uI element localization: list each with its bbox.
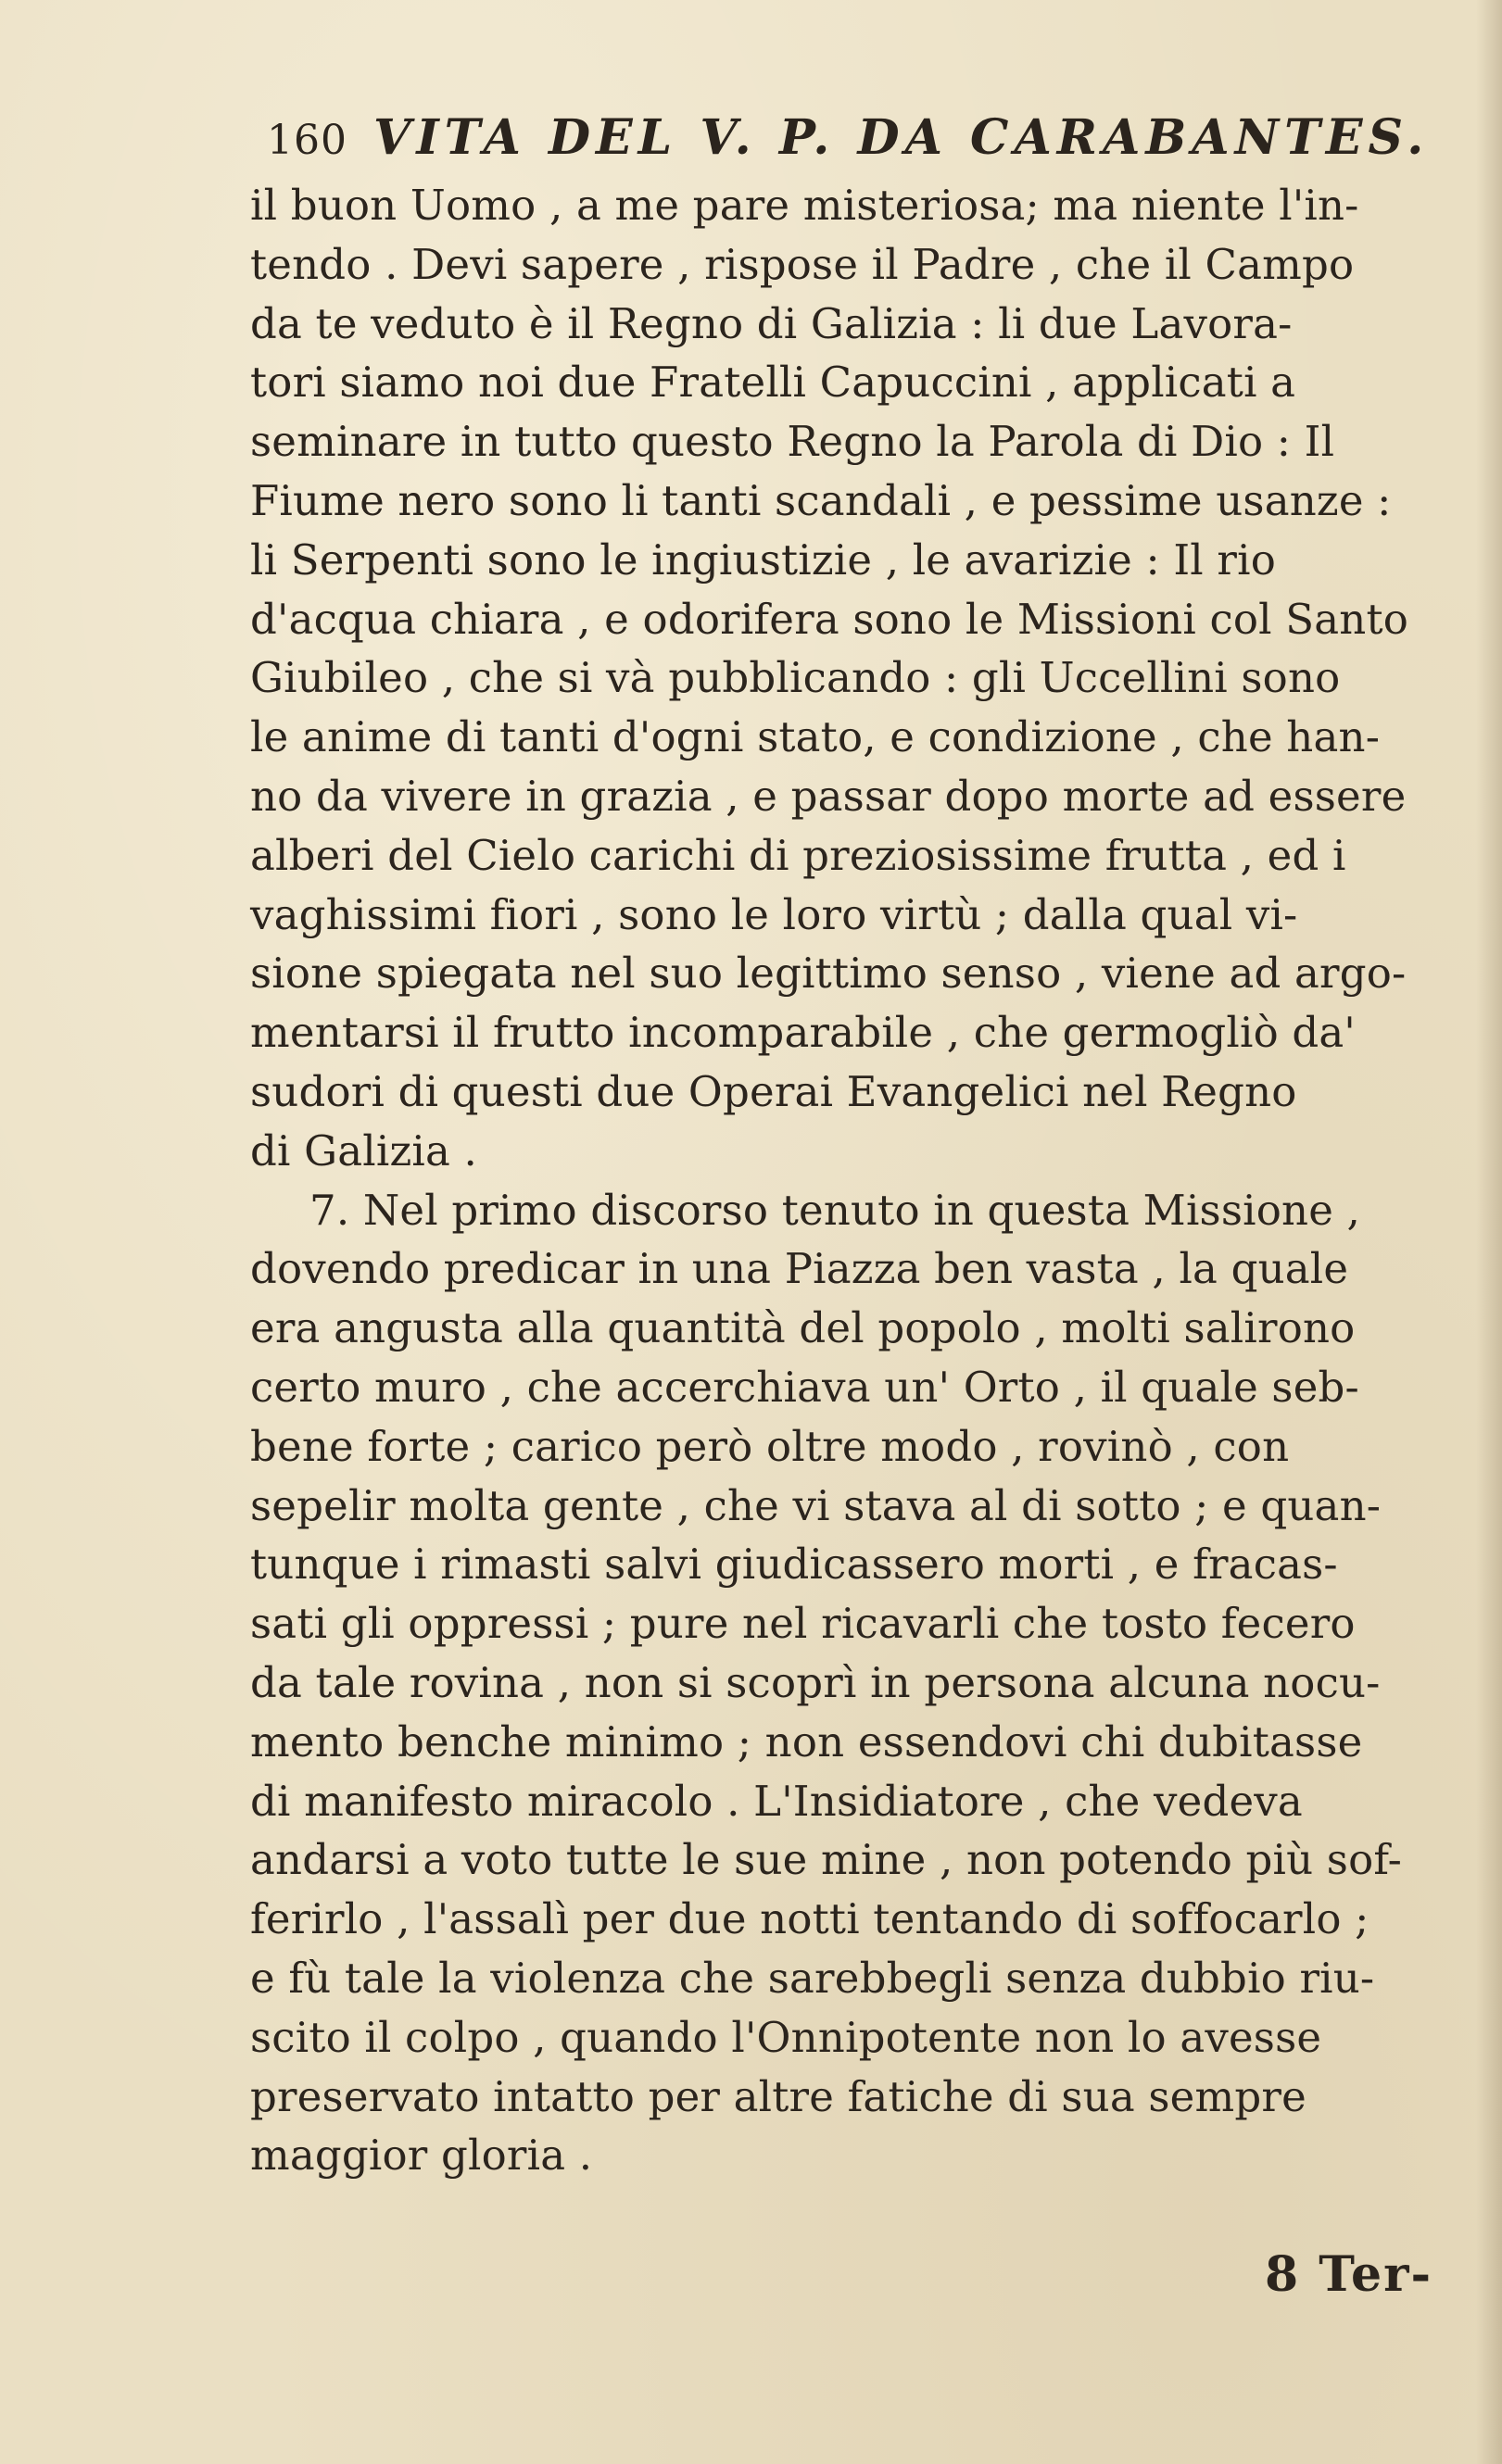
text-line: ferirlo , l'assalì per due notti tentando di soffocarlo ; bbox=[250, 1894, 1369, 1944]
text-line: era angusta alla quantità del popolo , molti salirono bbox=[250, 1303, 1356, 1353]
text-line: seminare in tutto questo Regno la Parola di Dio : Il bbox=[250, 417, 1335, 467]
text-line: no da vivere in grazia , e passar dopo morte ad essere bbox=[250, 771, 1407, 821]
text-line: sati gli oppressi ; pure nel ricavarli che tosto fecero bbox=[250, 1599, 1356, 1649]
text-line: certo muro , che accerchiava un' Orto , il quale seb- bbox=[250, 1362, 1359, 1412]
running-title: VITA DEL V. P. DA CARABANTES. bbox=[372, 109, 1430, 166]
text-line: sepelir molta gente , che vi stava al di sotto ; e quan- bbox=[250, 1480, 1382, 1530]
text-line: d'acqua chiara , e odorifera sono le Missioni col Santo bbox=[250, 594, 1409, 644]
text-line: tunque i rimasti salvi giudicassero morti , e fracas- bbox=[250, 1540, 1338, 1590]
text-line: e fù tale la violenza che sarebbegli senza dubbio riu- bbox=[250, 1953, 1375, 2003]
text-line: andarsi a voto tutte le sue mine , non potendo più sof- bbox=[250, 1835, 1403, 1885]
text-line: mento benche minimo ; non essendovi chi dubitasse bbox=[250, 1716, 1363, 1766]
text-line: maggior gloria . bbox=[250, 2131, 593, 2181]
text-line: tendo . Devi sapere , rispose il Padre , che il Campo bbox=[250, 239, 1355, 289]
text-line: di manifesto miracolo . L'Insidiatore , che vedeva bbox=[250, 1776, 1303, 1826]
text-line: vaghissimi fiori , sono le loro virtù ; dalla qual vi- bbox=[250, 889, 1298, 939]
text-line: tori siamo noi due Fratelli Capuccini , applicati a bbox=[250, 358, 1296, 408]
text-line: sudori di questi due Operai Evangelici nel Regno bbox=[250, 1066, 1297, 1116]
text-line: alberi del Cielo carichi di preziosissime frutta , ed i bbox=[250, 830, 1346, 880]
text-line: bene forte ; carico però oltre modo , rovinò , con bbox=[250, 1421, 1290, 1471]
text-line: di Galizia . bbox=[250, 1125, 478, 1175]
text-line: sione spiegata nel suo legittimo senso , viene ad argo- bbox=[250, 949, 1407, 999]
text-line: le anime di tanti d'ogni stato, e condizione , che han- bbox=[250, 712, 1381, 762]
catchword: 8 Ter- bbox=[1265, 2246, 1433, 2303]
text-line: li Serpenti sono le ingiustizie , le avarizie : Il rio bbox=[250, 534, 1276, 585]
text-line: Fiume nero sono li tanti scandali , e pessime usanze : bbox=[250, 475, 1392, 525]
body-text bbox=[250, 176, 1496, 2185]
text-line: da te veduto è il Regno di Galizia : li due Lavora- bbox=[250, 298, 1293, 348]
text-line: mentarsi il frutto incomparabile , che germogliò da' bbox=[250, 1008, 1356, 1058]
text-line: scito il colpo , quando l'Onnipotente non lo avesse bbox=[250, 2012, 1322, 2062]
text-line: dovendo predicar in una Piazza ben vasta , la quale bbox=[250, 1244, 1349, 1294]
paragraph-start-line: 7. Nel primo discorso tenuto in questa Missione , bbox=[309, 1185, 1361, 1235]
text-line: Giubileo , che si và pubblicando : gli Uccellini sono bbox=[250, 653, 1341, 703]
text-line: preservato intatto per altre fatiche di sua sempre bbox=[250, 2071, 1306, 2121]
text-line: da tale rovina , non si scoprì in persona alcuna nocu- bbox=[250, 1657, 1381, 1707]
running-head bbox=[267, 109, 1471, 174]
text-line: il buon Uomo , a me pare misteriosa; ma niente l'in- bbox=[250, 181, 1359, 230]
page-number: 160 bbox=[267, 117, 347, 164]
